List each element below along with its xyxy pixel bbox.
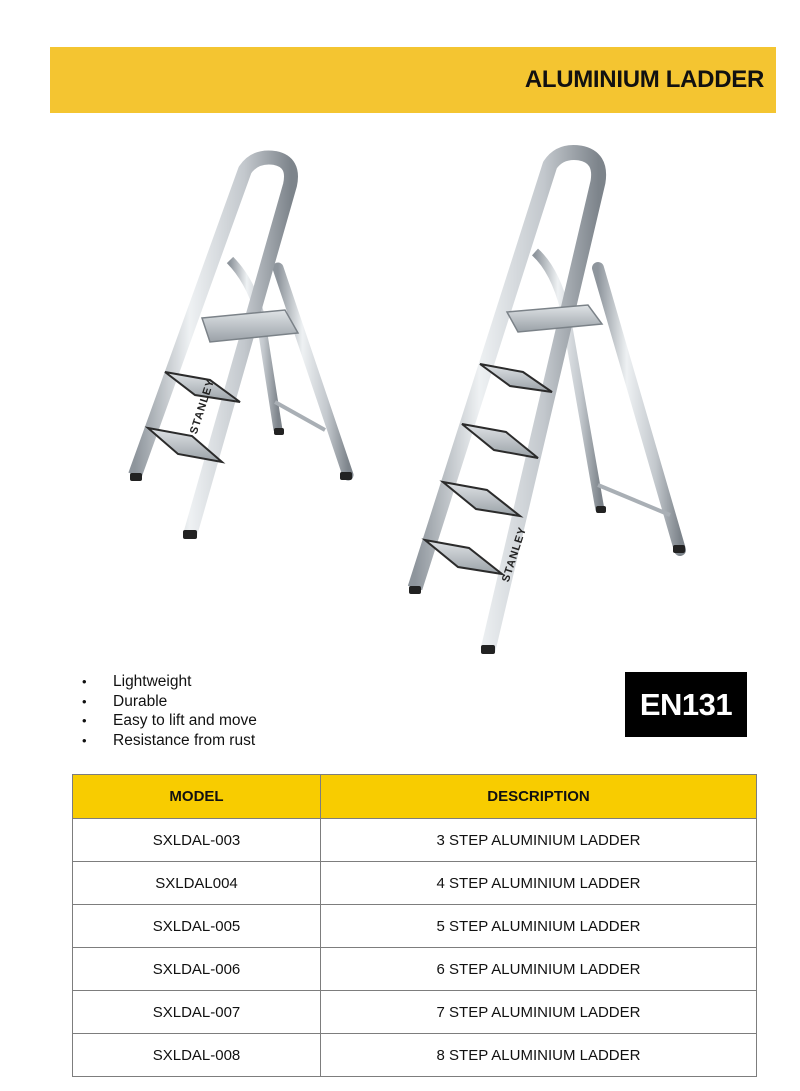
model-cell: SXLDAL-008 bbox=[73, 1034, 321, 1077]
table-row bbox=[73, 862, 757, 905]
title-banner bbox=[50, 47, 776, 113]
column-header-description: DESCRIPTION bbox=[321, 775, 757, 819]
list-item bbox=[80, 711, 257, 731]
feature-list bbox=[80, 672, 257, 751]
feature-text: Resistance from rust bbox=[113, 732, 256, 750]
table-row bbox=[73, 991, 757, 1034]
description-cell: 5 STEP ALUMINIUM LADDER bbox=[321, 905, 757, 948]
bullet: • bbox=[82, 674, 87, 689]
feature-text: Easy to lift and move bbox=[113, 712, 257, 730]
description-cell: 3 STEP ALUMINIUM LADDER bbox=[321, 819, 757, 862]
ladder-2-brand-label: STANLEY bbox=[500, 525, 530, 584]
model-cell: SXLDAL-007 bbox=[73, 991, 321, 1034]
model-cell: SXLDAL-003 bbox=[73, 819, 321, 862]
column-header-model: MODEL bbox=[73, 775, 321, 819]
table-row bbox=[73, 1034, 757, 1077]
bullet: • bbox=[82, 713, 87, 729]
table-header-row bbox=[73, 775, 757, 819]
table-row bbox=[73, 905, 757, 948]
model-cell: SXLDAL-006 bbox=[73, 948, 321, 991]
page-title: ALUMINIUM LADDER bbox=[524, 66, 764, 93]
table-row bbox=[73, 948, 757, 991]
bullet: • bbox=[82, 693, 87, 709]
ladder-3-step-image bbox=[130, 158, 352, 540]
en131-badge: EN131 bbox=[625, 672, 747, 737]
bullet: • bbox=[82, 733, 87, 749]
table-row bbox=[73, 819, 757, 862]
description-cell: 8 STEP ALUMINIUM LADDER bbox=[321, 1034, 757, 1077]
ladder-5-step-image bbox=[409, 153, 685, 655]
ladder-1-brand-label: STANLEY bbox=[188, 377, 218, 436]
model-cell: SXLDAL-005 bbox=[73, 905, 321, 948]
list-item bbox=[80, 672, 257, 692]
feature-text: Lightweight bbox=[113, 673, 192, 690]
list-item bbox=[80, 731, 257, 751]
description-cell: 6 STEP ALUMINIUM LADDER bbox=[321, 948, 757, 991]
model-table bbox=[72, 774, 757, 1077]
description-cell: 4 STEP ALUMINIUM LADDER bbox=[321, 862, 757, 905]
list-item bbox=[80, 692, 257, 712]
description-cell: 7 STEP ALUMINIUM LADDER bbox=[321, 991, 757, 1034]
feature-text: Durable bbox=[113, 692, 168, 710]
model-cell: SXLDAL004 bbox=[73, 862, 321, 905]
